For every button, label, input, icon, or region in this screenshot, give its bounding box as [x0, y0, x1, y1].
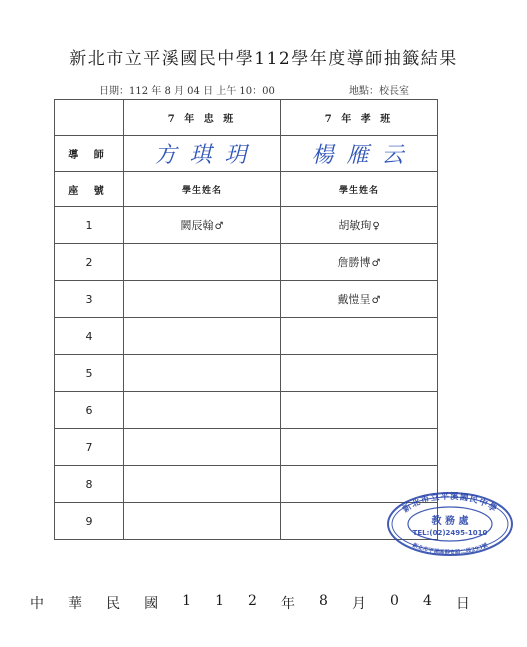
- student-b-name: 胡敏珣: [338, 219, 372, 232]
- student-a: [124, 466, 281, 503]
- teacher-a-name: 方 琪 玥: [154, 143, 250, 168]
- teacher-row: [55, 136, 438, 172]
- class-header-row: [55, 100, 438, 136]
- student-b-name: 詹勝博: [337, 256, 371, 269]
- student-b: [281, 244, 438, 281]
- date-glyph: 民: [106, 596, 121, 612]
- seal-phone-text: TEL:(02)2495-1010: [412, 529, 488, 537]
- student-header-b: 學生姓名: [281, 172, 438, 207]
- student-b: [281, 355, 438, 392]
- female-symbol: ♀: [372, 221, 380, 232]
- draw-result-table: [54, 99, 438, 540]
- class-a-header: 7 年 忠 班: [124, 100, 281, 136]
- seat-label: 座 號: [55, 172, 124, 207]
- seat-number: 6: [55, 392, 124, 429]
- svg-text:新北市平溪區靜安路二段293號: [411, 541, 489, 556]
- meeting-date: 日期：112 年 8 月 04 日 上午 10：00: [99, 86, 275, 97]
- date-glyph: 4: [422, 593, 432, 609]
- date-glyph: 年: [280, 596, 295, 612]
- date-glyph: 0: [390, 593, 399, 609]
- seat-number: 7: [55, 429, 124, 466]
- teacher-a-signature: [124, 136, 281, 172]
- table-row: [55, 207, 438, 244]
- seat-number: 4: [55, 318, 124, 355]
- table-row: [55, 503, 438, 540]
- office-seal-stamp: [385, 490, 515, 556]
- male-symbol: ♂: [214, 221, 224, 232]
- seat-number: 2: [55, 244, 124, 281]
- seat-header-row: [55, 172, 438, 207]
- student-b: [281, 318, 438, 355]
- male-symbol: ♂: [371, 258, 381, 269]
- student-a: [124, 355, 281, 392]
- date-glyph: 1: [215, 593, 224, 609]
- student-a: [124, 207, 281, 244]
- table-row: [55, 244, 438, 281]
- issue-date: [30, 593, 470, 613]
- table-row: [55, 281, 438, 318]
- seal-center-text: 教 務 處: [431, 516, 469, 527]
- seat-number: 3: [55, 281, 124, 318]
- student-a: [124, 503, 281, 540]
- svg-text:新北市立平溪國民中學: [401, 491, 500, 515]
- date-glyph: 1: [182, 593, 192, 609]
- date-glyph: 月: [351, 596, 366, 612]
- student-a: [124, 244, 281, 281]
- header-empty-cell: [55, 100, 124, 136]
- date-glyph: 中: [30, 596, 44, 612]
- date-glyph: 日: [455, 596, 470, 612]
- student-a: [124, 392, 281, 429]
- table-row: [55, 429, 438, 466]
- student-b: [281, 281, 438, 318]
- seal-ring-text: 新北市立平溪國民中學: [401, 491, 499, 516]
- seat-number: 8: [55, 466, 124, 503]
- table-row: [55, 392, 438, 429]
- teacher-b-signature: [281, 136, 438, 172]
- student-b: [281, 392, 438, 429]
- student-b-name: 戴愷呈: [337, 293, 371, 306]
- student-b: [281, 207, 438, 244]
- table-row: [55, 318, 438, 355]
- student-header-a: 學生姓名: [124, 172, 281, 207]
- page-title: 新北市立平溪國民中學112學年度導師抽籤結果: [69, 49, 458, 69]
- date-glyph: 2: [248, 593, 257, 609]
- date-glyph: 華: [68, 596, 83, 612]
- seat-number: 1: [55, 207, 124, 244]
- student-a: [124, 281, 281, 318]
- seat-number: 9: [55, 503, 124, 540]
- seal-address-text: 新北市平溪區靜安路二段293號: [411, 542, 489, 556]
- table-row: [55, 355, 438, 392]
- student-b: [281, 429, 438, 466]
- teacher-label: 導 師: [55, 136, 124, 172]
- class-b-header: 7 年 孝 班: [281, 100, 438, 136]
- male-symbol: ♂: [371, 295, 381, 306]
- table-row: [55, 466, 438, 503]
- date-glyph: 8: [319, 593, 328, 609]
- seat-number: 5: [55, 355, 124, 392]
- date-glyph: 國: [144, 596, 159, 612]
- student-a: [124, 318, 281, 355]
- student-a: [124, 429, 281, 466]
- teacher-b-name: 楊 雁 云: [311, 143, 407, 168]
- student-a-name: 闕辰翰: [180, 219, 214, 232]
- meeting-place: 地點：校長室: [349, 86, 409, 97]
